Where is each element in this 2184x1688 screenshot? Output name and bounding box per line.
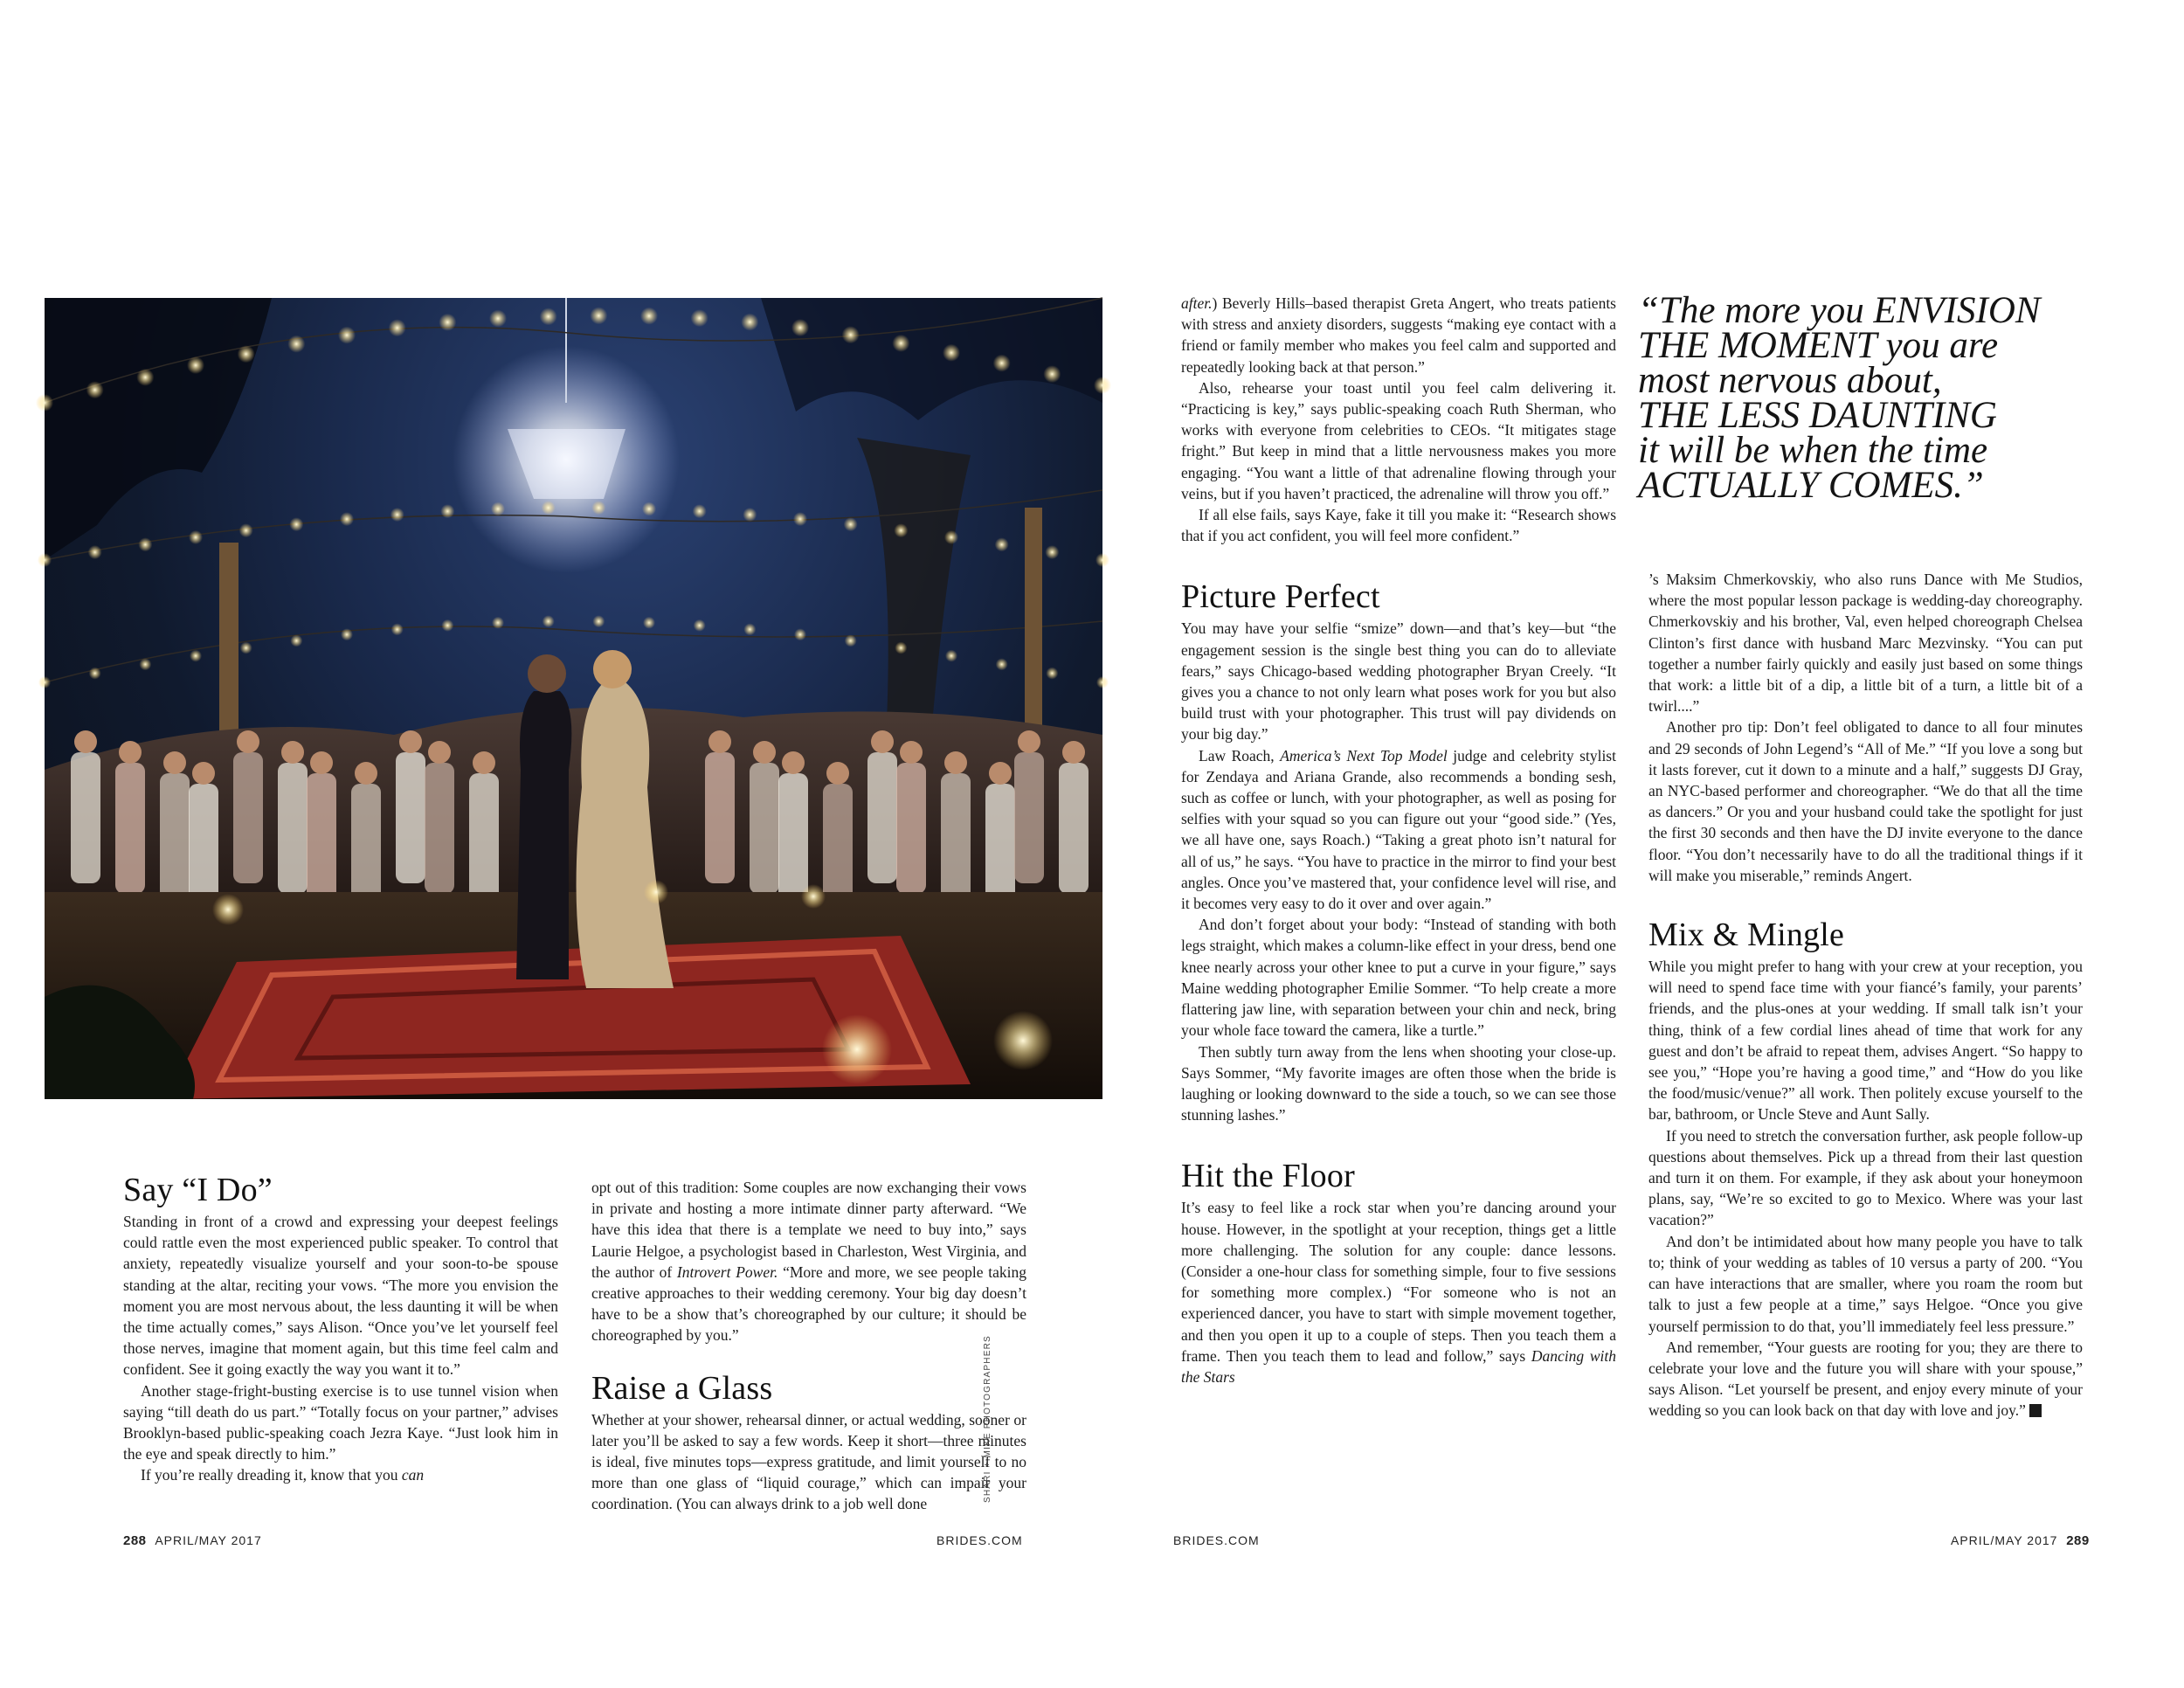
string-light-bulb — [38, 553, 52, 567]
string-light-bulb — [794, 628, 806, 640]
footer-site: BRIDES.COM — [936, 1533, 1023, 1547]
body-paragraph: And don’t be intimidated about how many people you have to talk to; think of your wedding as tables of 10 versus a party of 200. “You can have interactions that are smaller, where you roam the room but talk to just a few people at a time,” says Helgoe. “Once you give yourself permission to do that, you’ll immediately feel less pressure.” — [1648, 1232, 2083, 1335]
body-paragraph: Standing in front of a crowd and expressing your deepest feelings could rattle even the most experienced public speaker. To control that anxiety, repeatedly visualize yourself and your soon-to-be spouse standing at the altar, reciting your vows. “The more you envision the moment you are most nervous about, the less daunting it will be when the time actually comes,” says Alison. “Once you’ve let yourself feel those nerves, imagine that moment again, but this time feel calm and confident. See it going exactly the way you want it to.” — [123, 1213, 558, 1379]
string-light-bulb — [944, 530, 958, 544]
string-light-bulb — [943, 344, 960, 362]
pull-quote-line: most nervous about, — [1638, 360, 1942, 401]
string-light-bulb — [540, 308, 557, 325]
pull-quote — [1638, 290, 2092, 506]
string-light-bulb — [136, 369, 154, 386]
string-light-bulb — [287, 336, 305, 353]
text-run: “More and more, we see people taking creative approaches to their wedding ceremony. Your big day doesn’t have to be a show that’s choreographed by our culture; it should be choreographed by you.” — [591, 1263, 1026, 1345]
text-emphasis: after. — [1181, 294, 1213, 312]
string-light-bulb — [36, 394, 53, 412]
string-light-bulb — [694, 619, 706, 632]
pull-quote-line: “The more you ENVISION — [1638, 290, 2041, 331]
page-number: 288 — [123, 1533, 147, 1548]
pull-quote-line: THE MOMENT you are — [1638, 325, 1999, 366]
text-run: If you’re really dreading it, know that you — [141, 1466, 402, 1484]
string-light-bulb — [643, 617, 655, 629]
string-light-bulb — [439, 314, 456, 331]
body-paragraph — [1181, 293, 1616, 377]
string-light-bulb — [793, 512, 807, 526]
string-light-bulb — [743, 623, 756, 635]
string-light-bulb — [491, 502, 505, 516]
body-paragraph: If you need to stretch the conversation further, ask people follow-up questions about themselves. Pick up a thread from their last question and turn it on them. For example, if they ask about your honeymoon plans, say, “We’re so excited to go to Mexico. Where was your last vacation?” — [1648, 1126, 2083, 1229]
string-light-bulb — [389, 319, 406, 336]
string-light-bulb — [892, 335, 909, 352]
body-paragraph — [1181, 745, 1616, 915]
string-light-bulb — [693, 504, 707, 518]
string-light-bulb — [239, 523, 253, 537]
article-column-2 — [591, 1177, 1026, 1513]
string-light-bulb — [996, 658, 1008, 670]
string-light-bulb — [189, 530, 203, 544]
string-light-bulb — [489, 309, 507, 327]
string-light-bulb — [492, 617, 504, 629]
string-light-bulb — [741, 314, 758, 331]
string-light-bulb — [341, 628, 353, 640]
article-column-4 — [1648, 569, 2083, 1422]
body-paragraph: Also, rehearse your toast until you feel calm delivering it. “Practicing is key,” says public-speaking coach Ruth Sherman, who works with everyone from celebrities to CEOs. “It mitigates stage fright.” But keep in mind that a little nervousness makes you more engaging. “You want a little of that adrenaline flowing through your veins, but if you haven’t practiced, the adrenaline will throw you off.” — [1181, 378, 1616, 502]
section-heading-raise-a-glass: Raise a Glass — [591, 1369, 773, 1407]
string-light-bulb — [845, 634, 857, 647]
string-light-bulb — [390, 508, 404, 522]
page-number: 289 — [2066, 1533, 2090, 1548]
string-light-bulb — [691, 309, 708, 327]
string-light-bulb — [290, 634, 302, 647]
body-paragraph: If all else fails, says Kaye, fake it till you make it: “Research shows that if you act confident, you will feel more confident.” — [1181, 506, 1616, 545]
string-light-bulb — [945, 650, 957, 662]
string-light-bulb — [1046, 668, 1058, 680]
wedding-first-dance-photo — [45, 298, 1102, 1099]
body-paragraph — [1648, 569, 2083, 716]
string-light-bulb — [592, 615, 605, 627]
text-run: opt out of this tradition: Some couples are now exchanging their vows in private and hosting a more intimate dinner party afterward. “We have this idea that there is a template we need to buy into,” says Laurie Helgoe, a psychologist based in Charleston, West Virginia, and the author of — [591, 1179, 1026, 1281]
text-run: It’s easy to feel like a rock star when you’re dancing around your house. However, in the spotlight at your reception, things get a little more challenging. The solution for any couple: dance lessons. (Consider a one-hour class for something simple, four to five sessions for something more complex.) “For someone who is not an experienced dancer, you have to start with simple movement together, and then you open it up to a couple of steps. Then you teach them a frame. Then you teach them to lead and follow,” says — [1181, 1199, 1616, 1365]
string-light-bulb — [238, 345, 255, 363]
string-light-bulb — [289, 517, 303, 531]
string-light-bulb — [993, 355, 1011, 372]
string-light-bulb — [842, 326, 860, 343]
article-column-3 — [1181, 293, 1616, 1386]
string-light-bulb — [1095, 553, 1109, 567]
string-light-bulb — [1096, 676, 1109, 688]
string-light-bulb — [440, 504, 454, 518]
text-run: ) Beverly Hills–based therapist Greta Angert, who treats patients with stress and anxiety disorders, suggests “making eye contact with a friend or family member who makes you feel calm and supported and repeatedly looking back at that person.” — [1181, 294, 1616, 376]
string-light-bulb — [1045, 545, 1059, 559]
section-heading-picture-perfect: Picture Perfect — [1181, 578, 1380, 616]
string-light-bulb — [187, 356, 204, 374]
string-light-bulb — [591, 501, 605, 515]
pull-quote-line: ACTUALLY COMES.” — [1638, 465, 1984, 506]
pull-quote-line: THE LESS DAUNTING — [1638, 395, 1997, 436]
string-light-bulb — [895, 642, 907, 654]
body-paragraph — [123, 1464, 558, 1485]
string-light-bulb — [590, 307, 607, 324]
string-light-bulb — [340, 512, 354, 526]
string-light-bulb — [642, 502, 656, 516]
footer-left — [123, 1533, 262, 1548]
text-emphasis: Introvert Power. — [676, 1263, 778, 1281]
text-emphasis: Dancing with the Stars — [1181, 1346, 1616, 1386]
text-run: And remember, “Your guests are rooting for you; they are there to celebrate your love and the future you will share with your spouse,” says Alison. “Let yourself be present, and enjoy every minute of your wedding so you can look back on that day with love and joy.” — [1648, 1338, 2083, 1420]
text-run: ’s Maksim Chmerkovskiy, who also runs Dance with Me Studios, where the most popular lesson package is wedding-day choreography. Chmerkovskiy and his brother, Val, even helped choreograph Chelsea Clinton’s first dance with husband Marc Mezvinsky. “You can put together a number fairly quickly and easily just based on some things that work: a little bit of a dip, a little bit of a turn, a little bit of a twirl....” — [1648, 571, 2083, 716]
string-light-bulb — [139, 658, 151, 670]
string-light-bulb — [543, 615, 555, 627]
string-light-bulb — [995, 537, 1009, 551]
string-light-bulb — [542, 501, 556, 515]
issue-date: APRIL/MAY 2017 — [155, 1533, 262, 1547]
body-paragraph: Another pro tip: Don’t feel obligated to dance to all four minutes and 29 seconds of John Legend’s “All of Me.” “If you love a song but it lasts forever, cut it down to a minute and a half,” suggests DJ Gray, an NYC-based performer and choreographer. “We do that all the time as dancers.” Or you and your husband could take the spotlight for just the first 30 seconds and then have the DJ invite everyone to the dance floor. “You don’t necessarily have to do all the traditional things if it will make you miserable,” reminds Angert. — [1648, 718, 2083, 884]
pull-quote-line: it will be when the time — [1638, 430, 1988, 471]
string-light-bulb — [391, 623, 404, 635]
section-heading-hit-the-floor: Hit the Floor — [1181, 1158, 1355, 1195]
body-paragraph: You may have your selfie “smize” down—and that’s key—but “the engagement session is the single best thing you can do to alleviate fears,” says Chicago-based wedding photographer Bryan Creely. “It gives you a chance to not only learn what poses work for you but also build trust with your photographer. This trust will pay dividends on your big day.” — [1181, 619, 1616, 744]
body-paragraph: Then subtly turn away from the lens when shooting your close-up. Says Sommer, “My favorite images are often those when the bride is laughing or looking downward to the side a touch, so we can see those stunning lashes.” — [1181, 1042, 1616, 1124]
string-light-bulb — [791, 319, 809, 336]
string-light-bulb — [89, 668, 101, 680]
body-paragraph: While you might prefer to hang with your crew at your reception, you will need to spend face time with your fiancé’s family, your parents’ friends, and the plus-ones at your wedding. If small talk isn’t your thing, think of a few cordial lines ahead of time that work for any guest and don’t be afraid to repeat them, advises Angert. “So happy to see you,” “Hope you’re having a good time,” and “How do you like the food/music/venue?” all work. Then politely excuse yourself to the bar, bathroom, or Uncle Steve and Aunt Sally. — [1648, 958, 2083, 1124]
string-light-bulb — [743, 508, 757, 522]
string-light-bulb — [844, 517, 858, 531]
string-light-bulb — [441, 619, 453, 632]
string-light-bulb — [38, 676, 51, 688]
text-run: judge and celebrity stylist for Zendaya and Ariana Grande, also recommends a bonding sesh, such as coffee or lunch, with your photographer, as well as posing for selfies with your squad so you can figure out your “good side.” (Yes, we all have one, says Roach.) “Taking a great photo isn’t natural for all of us,” he says. “You have to practice in the mirror to find your best angles. Once you’ve mastered that, your confidence level will rise, and it becomes very easy to do it over and over again.” — [1181, 746, 1616, 913]
footer-site: BRIDES.COM — [1173, 1533, 1260, 1547]
body-paragraph: And don’t forget about your body: “Instead of standing with both legs straight, which makes a column-like effect in your dress, bend one knee nearly across your other knee to put a curve in your figure,” says Maine wedding photographer Emilie Sommer. “To help create a more flattering jaw line, with separation between your chin and neck, bring your whole face toward the camera, like a turtle.” — [1181, 916, 1616, 1040]
string-light-bulb — [640, 308, 658, 325]
string-light-bulb — [338, 327, 356, 344]
string-light-bulb — [190, 650, 202, 662]
string-light-bulb — [240, 642, 252, 654]
footer-right — [1951, 1533, 2090, 1548]
string-light-bulb — [138, 537, 152, 551]
string-light-bulb — [1043, 365, 1061, 383]
body-paragraph: Whether at your shower, rehearsal dinner, or actual wedding, sooner or later you’ll be asked to say a few words. Keep it short—three minutes is ideal, five minutes tops—express gratitude, and limit yourself to no more than one glass of “liquid courage,” which can impair your coordination. (You can always drink to a job well done — [591, 1410, 1026, 1513]
article-column-1 — [123, 1173, 558, 1486]
body-paragraph — [1648, 1337, 2083, 1422]
brides-end-mark-icon — [2029, 1404, 2042, 1417]
text-run: Law Roach, — [1199, 746, 1281, 764]
section-heading-mix-and-mingle: Mix & Mingle — [1648, 917, 1845, 954]
body-paragraph — [591, 1177, 1026, 1346]
text-emphasis: America’s Next Top Model — [1280, 746, 1448, 764]
guest-figure — [71, 730, 100, 883]
issue-date: APRIL/MAY 2017 — [1951, 1533, 2058, 1547]
section-heading-say-i-do: Say “I Do” — [123, 1172, 273, 1208]
string-light-bulb — [1094, 377, 1111, 394]
string-light-bulb — [86, 381, 104, 398]
text-emphasis: can — [401, 1466, 425, 1484]
string-light-bulb — [894, 523, 908, 537]
string-light-bulb — [88, 545, 102, 559]
body-paragraph — [1181, 1197, 1616, 1386]
photo-credit: SHARI + MIKE PHOTOGRAPHERS — [983, 1335, 992, 1503]
body-paragraph: Another stage-fright-busting exercise is to use tunnel vision when saying “till death do us part.” “Totally focus on your partner,” advises Brooklyn-based public-speaking coach Jezra Kaye. “Just look him in the eye and speak directly to him.” — [123, 1381, 558, 1463]
